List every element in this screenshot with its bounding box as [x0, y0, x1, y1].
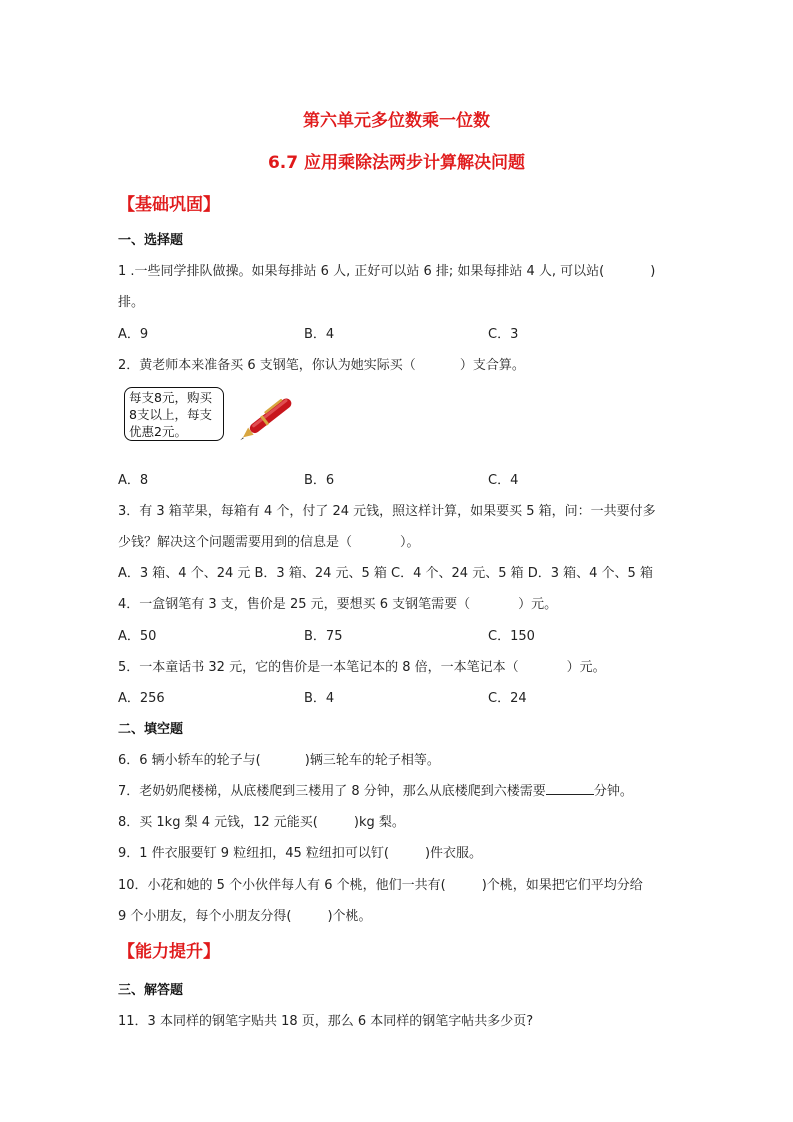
price-speech-bubble [124, 387, 224, 441]
question-1-line-1: 1 .一些同学排队做操。如果每排站 6 人, 正好可以站 6 排; 如果每排站 4 人, 可以站( ) [118, 264, 656, 279]
question-2-option-a[interactable]: A．8 [118, 473, 149, 488]
question-1-line-2: 排。 [118, 295, 145, 310]
bubble-line-1: 每支8元，购买 [129, 390, 212, 405]
question-1-option-b[interactable]: B．4 [304, 327, 335, 342]
question-2-option-c[interactable]: C．4 [488, 473, 519, 488]
question-2: 2．黄老师本来准备买 6 支钢笔，你认为她实际买（ ）支合算。 [118, 358, 525, 373]
unit-title: 第六单元多位数乘一位数 [303, 111, 490, 131]
lesson-title: 6.7 应用乘除法两步计算解决问题 [267, 153, 526, 173]
question-5-option-b[interactable]: B．4 [304, 691, 335, 706]
question-4: 4．一盒钢笔有 3 支，售价是 25 元，要想买 6 支钢笔需要（ ）元。 [118, 597, 558, 612]
question-3-line-1: 3．有 3 箱苹果，每箱有 4 个，付了 24 元钱，照这样计算，如果要买 5 箱，问：一共要付多 [118, 504, 656, 519]
section-basic: 【基础巩固】 [118, 195, 220, 215]
bubble-line-2: 8支以上，每支 [129, 407, 212, 422]
bubble-line-3: 优惠2元。 [129, 424, 187, 439]
part-answer-heading: 三、解答题 [118, 983, 184, 998]
question-1-option-a[interactable]: A．9 [118, 327, 149, 342]
section-advanced: 【能力提升】 [118, 942, 220, 962]
question-1-option-c[interactable]: C．3 [488, 327, 519, 342]
question-9: 9．1 件衣服要钉 9 粒纽扣，45 粒纽扣可以钉( )件衣服。 [118, 846, 483, 861]
question-6: 6．6 辆小轿车的轮子与( )辆三轮车的轮子相等。 [118, 753, 440, 768]
question-4-option-a[interactable]: A．50 [118, 629, 157, 644]
fountain-pen-icon [232, 388, 306, 446]
part-fill-heading: 二、填空题 [118, 722, 184, 737]
question-3-line-2: 少钱？解决这个问题需要用到的信息是（ ）。 [118, 535, 420, 550]
part-choice-heading: 一、选择题 [118, 233, 184, 248]
question-3-options[interactable]: A．3 箱、4 个、24 元 B．3 箱、24 元、5 箱 C．4 个、24 元、5 箱 D．3 箱、4 个、5 箱 [118, 566, 653, 581]
question-10-line-2: 9 个小朋友，每个小朋友分得( )个桃。 [118, 909, 372, 924]
question-5: 5．一本童话书 32 元，它的售价是一本笔记本的 8 倍，一本笔记本（ ）元。 [118, 660, 606, 675]
question-10-line-1: 10．小花和她的 5 个小伙伴每人有 6 个桃，他们一共有( )个桃，如果把它们平均分给 [118, 878, 643, 893]
question-5-option-c[interactable]: C．24 [488, 691, 527, 706]
question-11: 11．3 本同样的钢笔字贴共 18 页，那么 6 本同样的钢笔字帖共多少页? [118, 1014, 534, 1029]
question-5-option-a[interactable]: A．256 [118, 691, 165, 706]
question-4-option-c[interactable]: C．150 [488, 629, 535, 644]
question-7: 7．老奶奶爬楼梯，从底楼爬到三楼用了 8 分钟，那么从底楼爬到六楼需要 分钟。 [118, 780, 633, 799]
question-4-option-b[interactable]: B．75 [304, 629, 343, 644]
question-8: 8．买 1kg 梨 4 元钱，12 元能买( )kg 梨。 [118, 815, 405, 830]
question-2-option-b[interactable]: B．6 [304, 473, 335, 488]
question-7-blank[interactable] [546, 781, 594, 795]
